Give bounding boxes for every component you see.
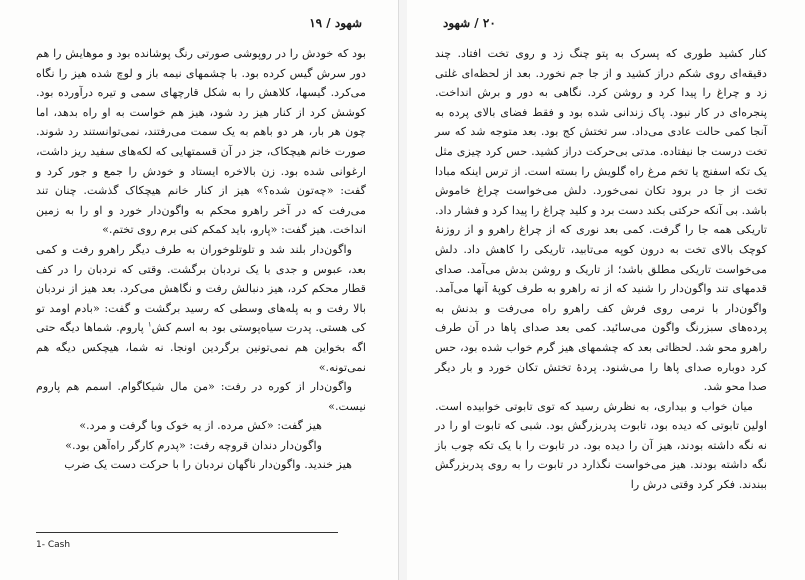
left-page — [0, 0, 398, 580]
right-page — [407, 0, 805, 580]
paragraph: هیز خندید. واگون‌دار ناگهان نردبان را با حرکت دست یک ضرب — [64, 458, 352, 472]
page-header-left: شهود / ۱۹ — [309, 16, 362, 30]
paragraph-text: پاروم. شماها دیگه حتی اگه بخواین هم نمی‌تونین برگردین اونجا. نه شما، هیچکس دیگه هم نمی‌تونه.» — [36, 321, 366, 374]
footnote: 1- Cash — [36, 540, 71, 550]
paragraph: کنار کشید طوری که پسرک به پتو چنگ زد و روی تخت افتاد. چند دقیقه‌ای روی شکم دراز کشید و از جا جم نخورد. بعد از لحظه‌ای غلتی زد و چراغ را پیدا کرد و روشن کرد. نگاهی به دور و برش انداخت. پنجره‌ای در کار نبود. پاک زندانی شده بود و فقط فضای بالای پرده به آنجا کمی حالت عادی می‌داد. سر تختش کج بود. بعد متوجه شد که سر تخت درست جا نیفتاده. مدتی بی‌حرکت دراز کشید. حس کرد چیزی مثل یک تکه اسفنج یا تخم مرغ راه گلویش را بسته است. از ترس اینکه مبادا تخت از جا در برود تکان نمی‌خورد. دلش می‌خواست چراغ خاموش باشد. بی آنکه حرکتی بکند دست برد و کلید چراغ را پیدا کرد و فشار داد. تاریکی همه جا را گرفت. کمی بعد نوری که از چراغ راهرو و از روزنهٔ کوچک بالای تخت به درون کوپه می‌تابید، تاریکی را کاهش داد. دلش می‌خواست تاریکی مطلق باشد؛ از تاریک و روشن بدش می‌آمد. صدای قدمهای تند واگون‌دار را شنید که از ته راهرو به طرف کوپهٔ آنها می‌آمد. واگون‌دار با نرمی روی فرش کف راهرو راه می‌رفت و بدنش به پرده‌های سبزرنگ واگون می‌سائید. کمی بعد صدای پاها در آن طرف راهرو محو شد. لحظاتی بعد که چشمهای هیز گرم خواب شده بود، حس کرد دوباره صدای پاها را می‌شنود. پردهٔ تختش تکان خورد و بار دیگر صدا محو شد. — [435, 47, 767, 394]
dialogue-line: واگون‌دار دندان قروچه رفت: «پدرم کارگر راه‌آهن بود.» — [65, 438, 322, 452]
left-page-body — [36, 44, 366, 475]
footnote-marker: ۱ — [147, 320, 152, 329]
paragraph: بود که خودش را در روپوشی صورتی رنگ پوشانده بود و موهایش را هم دور سرش گیس کرده بود. با چشمهای نیمه باز و لوچ شده هیز را نگاه می‌کرد. گیسها، کلاهش را به شکل قارچهای سمی و تیره درآورده بود. کوشش کرد از کنار هیز رد شود، هیز هم خواست به او راه بدهد، اما چون هر بار، هر دو باهم به یک سمت می‌رفتند، نمی‌توانستند رد شوند. صورت خانم هیچکاک، جز در آن قسمتهایی که لکه‌های سفید ریز داشت، ارغوانی شده بود. زن بالاخره ایستاد و خودش را جمع و جور کرد و گفت: «چه‌تون شده؟» هیز از کنار خانم هیچکاک گذشت. چنان تند می‌رفت که در آخر راهرو محکم به واگون‌دار خورد و او را به زمین انداخت. هیز گفت: «پارو، باید کمکم کنی برم روی تختم.» — [36, 47, 366, 237]
paragraph: میان خواب و بیداری، به نظرش رسید که توی تابوتی خوابیده است. اولین تابوتی که دیده بود، تابوت پدربزرگش بود. شبی که تابوت او را در نه نگه داشته بودند، هیز آن را دیده بود. در تابوت را با یک تکه چوب باز نگه داشته بودند. هیز می‌خواست نگذارد در تابوت را به روی پدربزرگش ببندند. فکر کرد وقتی درش را — [435, 399, 767, 492]
dialogue-line: هیز گفت: «کش مرده. از یه خوک وبا گرفت و مرد.» — [79, 419, 322, 433]
footnote-divider — [36, 532, 338, 533]
right-page-body — [435, 44, 767, 495]
paragraph-text: واگون‌دار بلند شد و تلوتلوخوران به طرف دیگر راهرو رفت و کمی بعد، عبوس و جدی با یک نردبان برگشت. وقتی که نردبان را در کف قطار محکم کرد، هیز دنبالش رفت و نگاهش می‌کرد. بعد هیز از نردبان بالا رفت و به پله‌های وسطی که رسید برگشت و گفت: «بادم اومد تو کی هستی. پدرت سیاه‌پوستی بود به اسم کش — [36, 242, 366, 335]
paragraph: واگون‌دار از کوره در رفت: «من مال شیکاگوام. اسمم هم پاروم نیست.» — [36, 380, 366, 413]
paragraph — [36, 240, 366, 377]
page-header-right: ۲۰ / شهود — [443, 16, 496, 30]
